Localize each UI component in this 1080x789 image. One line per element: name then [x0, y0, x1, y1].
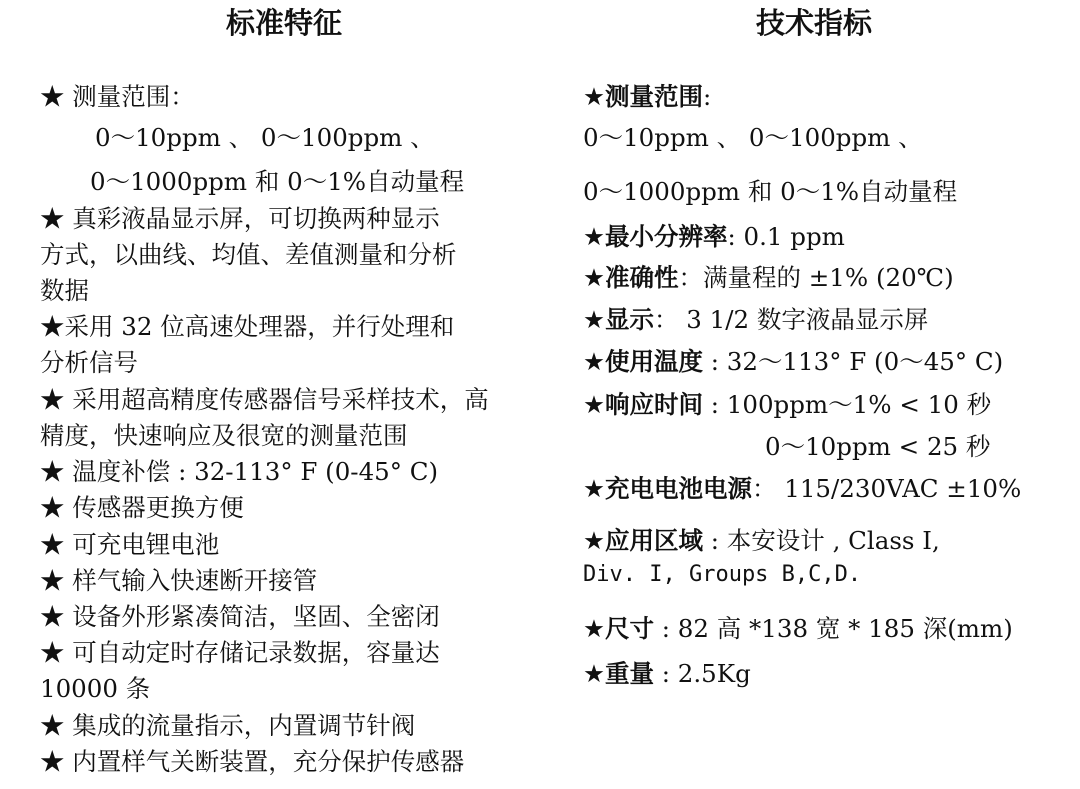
left-line-display-cont: 方式，以曲线、均值、差值测量和分析 [40, 240, 457, 269]
left-line-display: ★ 真彩液晶显示屏，可切换两种显示 [40, 204, 440, 233]
spec-weight [583, 658, 751, 690]
spec-response-time [583, 389, 991, 421]
spec-label: ★最小分辨率 [583, 222, 728, 251]
spec-value: : 2.5Kg [653, 659, 751, 688]
left-line-sampling: ★ 采用超高精度传感器信号采样技术，高 [40, 385, 489, 414]
spec-value: ：满量程的 ±1% (20℃) [678, 263, 954, 292]
spec-label: ★响应时间 [583, 390, 703, 419]
spec-application-area-2: Div. I, Groups B,C,D. [583, 562, 862, 587]
spec-value: : 82 高 *138 宽 * 185 深(mm) [653, 614, 1013, 643]
spec-response-time-2: 0～10ppm < 25 秒 [765, 432, 991, 461]
spec-label: ★应用区域 [583, 526, 703, 555]
left-line-range-values-1: 0～10ppm 、 0～100ppm 、 [95, 123, 435, 152]
spec-label: ★充电电池电源 [583, 474, 752, 503]
spec-label: ★尺寸 [583, 614, 654, 643]
spec-label: ★测量范围 [583, 82, 703, 111]
right-column-title: 技术指标 [756, 6, 873, 40]
left-line-range-values-2: 0～1000ppm 和 0～1%自动量程 [90, 167, 465, 196]
spec-value: ： 115/230VAC ±10% [751, 474, 1022, 503]
left-line-measure-range: ★ 测量范围： [40, 82, 195, 111]
spec-range-values-2: 0～1000ppm 和 0～1%自动量程 [583, 177, 958, 206]
left-line-housing: ★ 设备外形紧凑简洁，坚固、全密闭 [40, 602, 440, 631]
spec-label: ★准确性 [583, 263, 679, 292]
spec-application-area [583, 525, 940, 557]
spec-operating-temperature [583, 346, 1003, 378]
left-line-storage-cont: 10000 条 [40, 674, 151, 703]
spec-value: : 0.1 ppm [727, 222, 845, 251]
spec-separator: : [702, 82, 712, 111]
spec-battery-power [583, 473, 1021, 505]
left-line-battery: ★ 可充电锂电池 [40, 530, 220, 559]
spec-resolution [583, 221, 845, 253]
left-line-sensor: ★ 传感器更换方便 [40, 493, 244, 522]
spec-dimensions [583, 613, 1013, 645]
left-line-flow: ★ 集成的流量指示，内置调节针阀 [40, 711, 416, 740]
left-line-storage: ★ 可自动定时存储记录数据，容量达 [40, 638, 440, 667]
left-line-shutoff: ★ 内置样气关断装置，充分保护传感器 [40, 747, 465, 776]
spec-display [583, 304, 928, 336]
spec-accuracy [583, 262, 954, 294]
left-line-processor: ★采用 32 位高速处理器，并行处理和 [40, 312, 455, 341]
left-line-gas-inlet: ★ 样气输入快速断开接管 [40, 566, 318, 595]
left-line-temp-comp: ★ 温度补偿 : 32-113° F (0-45° C) [40, 457, 439, 486]
spec-range-values-1: 0～10ppm 、 0～100ppm 、 [583, 123, 923, 152]
left-line-sampling-cont: 精度，快速响应及很宽的测量范围 [40, 421, 408, 450]
spec-label: ★显示 [583, 305, 654, 334]
spec-range-heading [583, 81, 711, 113]
left-line-processor-cont: 分析信号 [40, 348, 138, 377]
spec-label: ★使用温度 [583, 347, 703, 376]
spec-label: ★重量 [583, 659, 654, 688]
left-column-title: 标准特征 [226, 6, 343, 40]
left-line-display-cont-2: 数据 [40, 276, 89, 305]
spec-value: : 100ppm～1% < 10 秒 [702, 390, 992, 419]
spec-value: : 32～113° F (0～45° C) [702, 347, 1004, 376]
spec-value: ： 3 1/2 数字液晶显示屏 [653, 305, 929, 334]
spec-value: : 本安设计 , Class I, [702, 526, 940, 555]
